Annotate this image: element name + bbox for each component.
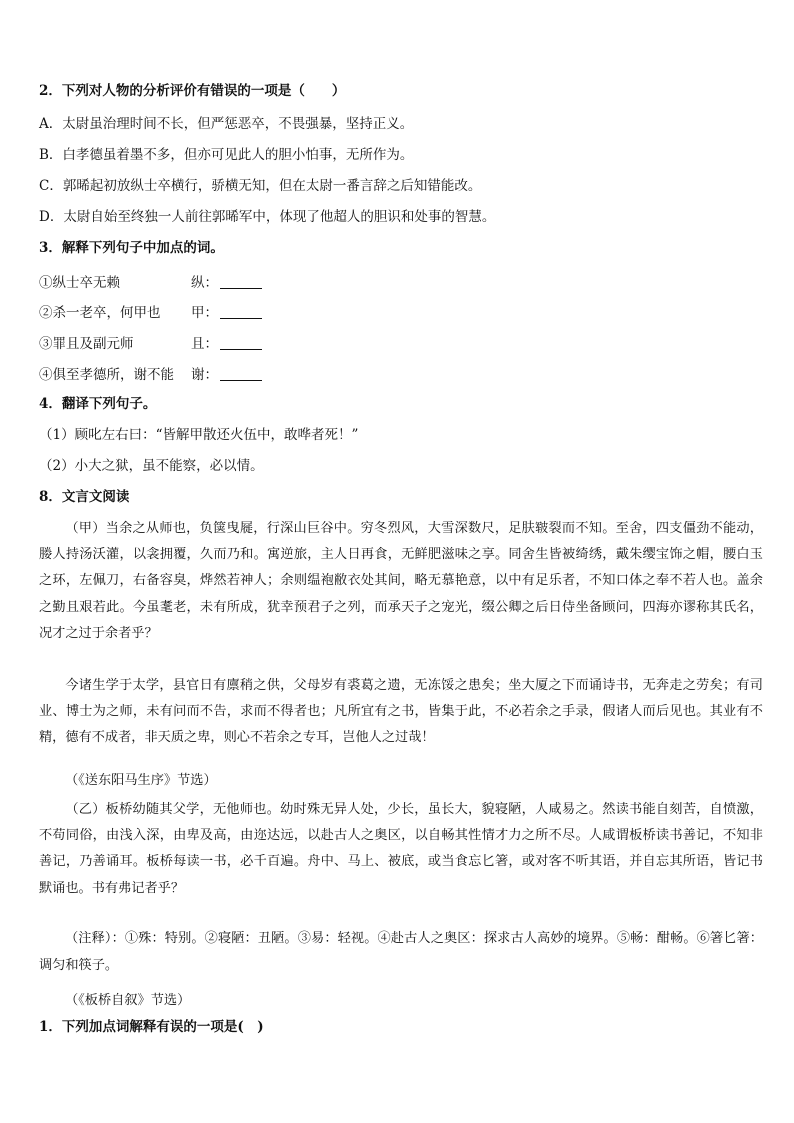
- passage-a-paragraph-1: （甲）当余之从师也，负箧曳屣，行深山巨谷中。穷冬烈风，大雪深数尺，足肤皲裂而不知。至舍，四支僵劲不能动，媵人持汤沃灌，以衾拥覆，久而乃和。寓逆旅，主人日再食，无鲜肥滋味之享。同舍生皆被绮绣，戴朱缨宝饰之帽，腰白玉之环，左佩刀，右备容臭，烨然若神人；余则缊袍敝衣处其间，略无慕艳意，以中有足乐者，不知口体之奉不若人也。盖余之勤且艰若此。今虽耄老，未有所成，犹幸预君子之列，而承天子之宠光，缀公卿之后日侍坐备顾问，四海亦谬称其氏名，况才之过于余者乎？: [39, 521, 763, 641]
- vocab-key: 甲：: [191, 301, 262, 321]
- answer-blank[interactable]: [220, 367, 262, 381]
- q2-option-a: A．太尉虽治理时间不长，但严惩恶卒，不畏强暴，坚持正义。: [39, 116, 414, 132]
- vocab-key: 且：: [191, 332, 262, 352]
- q4-sentence-2: （2）小大之狱，虽不能察，必以情。: [39, 458, 264, 474]
- answer-blank[interactable]: [220, 305, 262, 319]
- q2-option-c: C．郭晞起初放纵士卒横行，骄横无知，但在太尉一番言辞之后知错能改。: [39, 178, 482, 194]
- q1-title: 1．下列加点词解释有误的一项是( ): [39, 1019, 264, 1035]
- passage-a-source: （《送东阳马生序》节选）: [65, 773, 217, 788]
- q3-title: 3．解释下列句子中加点的词。: [39, 240, 224, 256]
- vocab-sentence: ①纵士卒无赖: [39, 275, 120, 291]
- q2-option-d: D．太尉自始至终独一人前往郭晞军中，体现了他超人的胆识和处事的智慧。: [39, 209, 496, 225]
- annotation-note: （注释）：①殊：特别。②寝陋：丑陋。③易：轻视。④赴古人之奥区：探求古人高妙的境界。⑤畅：酣畅。⑥箸匕箸：调匀和筷子。: [39, 931, 763, 973]
- answer-blank[interactable]: [220, 336, 262, 350]
- q4-sentence-1: （1）顾叱左右曰：“皆解甲散还火伍中，敢哗者死！”: [39, 427, 359, 443]
- passage-b-source: （《板桥自叙》节选）: [65, 993, 191, 1008]
- vocab-sentence: ④俱至孝德所，谢不能: [39, 367, 174, 383]
- answer-blank[interactable]: [220, 275, 262, 289]
- vocab-sentence: ②杀一老卒，何甲也: [39, 305, 161, 321]
- vocab-key: 谢：: [191, 363, 262, 383]
- vocab-sentence: ③罪且及副元师: [39, 336, 134, 352]
- passage-a-paragraph-2: 今诸生学于太学，县官日有廪稍之供，父母岁有裘葛之遗，无冻馁之患矣；坐大厦之下而诵诗书，无奔走之劳矣；有司业、博士为之师，未有问而不告，求而不得者也；凡所宜有之书，皆集于此，不必若余之手录，假诸人而后见也。其业有不精，德有不成者，非天质之卑，则心不若余之专耳，岂他人之过哉！: [39, 678, 763, 746]
- q4-title: 4．翻译下列句子。: [39, 396, 157, 412]
- passage-b-paragraph: （乙）板桥幼随其父学，无他师也。幼时殊无异人处，少长，虽长大，貌寝陋，人咸易之。然读书能自刻苦，自愤激，不苟同俗，由浅入深，由卑及高，由迩达远，以赴古人之奥区，以自畅其性情才力之所不尽。人咸谓板桥读书善记，不知非善记，乃善诵耳。板桥每读一书，必千百遍。舟中、马上、被底，或当食忘匕箸，或对客不听其语，并自忘其所语，皆记书默诵也。书有弗记者乎？: [39, 802, 763, 896]
- q2-title: 2．下列对人物的分析评价有错误的一项是（ ）: [39, 83, 346, 99]
- q2-option-b: B．白孝德虽着墨不多，但亦可见此人的胆小怕事，无所作为。: [39, 147, 414, 163]
- vocab-key: 纵：: [191, 271, 262, 291]
- q8-title: 8．文言文阅读: [39, 489, 130, 505]
